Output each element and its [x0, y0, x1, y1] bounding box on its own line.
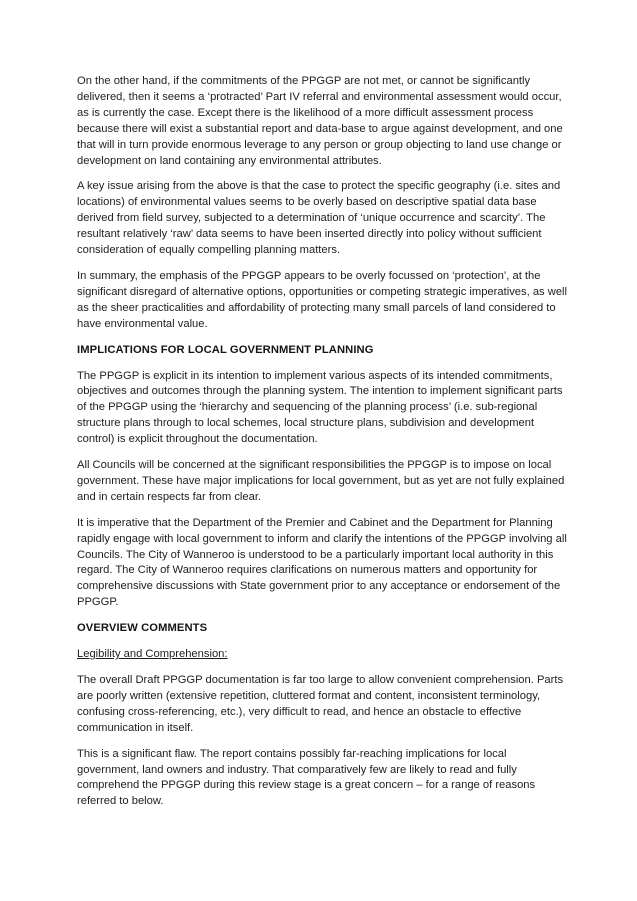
paragraph-summary: In summary, the emphasis of the PPGGP appears to be overly focussed on ‘protection’, at the significant disregard of alternative options, opportunities or competing strategic imperatives, as well as the sheer practicalities and affordability of protecting many small parcels of land considered to have environmental value. — [77, 269, 568, 330]
subheading-legibility: Legibility and Comprehension: — [77, 648, 228, 661]
paragraph-commitments-not-met: On the other hand, if the commitments of the PPGGP are not met, or cannot be significantly delivered, then it seems a ‘protracted’ Part IV referral and environmental assessment would occur, as is currently the case. Except there is the likelihood of a more difficult assessment process because there will exist a substantial report and data-base to argue against development, and one that will in turn provide enormous leverage to any person or group objecting to land use change or development on land containing any environmental attributes. — [77, 75, 563, 167]
paragraph-significant-flaw: This is a significant flaw. The report contains possibly far-reaching implications for local government, land owners and industry. That comparatively few are likely to read and fully comprehend the PPGGP during this review stage is a great concern – for a range of reasons referred to below. — [77, 747, 536, 808]
paragraph-councils-concerned: All Councils will be concerned at the significant responsibilities the PPGGP is to impose on local government. These have major implications for local government, but as yet are not fully explained and in certain respects far from clear. — [77, 459, 565, 503]
paragraph-documentation-too-large: The overall Draft PPGGP documentation is far too large to allow convenient comprehension. Parts are poorly written (extensive repetition, cluttered format and content, inconsistent terminology, confusing cross-referencing, etc.), very difficult to read, and hence an obstacle to effective communication in itself. — [77, 674, 564, 734]
paragraph-key-issue: A key issue arising from the above is that the case to protect the specific geography (i.e. sites and locations) of environmental values seems to be overly based on descriptive spatial data base derived from field survey, subjected to a determination of ‘unique occurrence and scarcity’. The resultant relatively ‘raw’ data seems to have been inserted directly into policy without sufficient consideration of equally compelling planning matters. — [77, 180, 561, 257]
paragraph-ppggp-explicit: The PPGGP is explicit in its intention to implement various aspects of its intended commitments, objectives and outcomes through the planning system. The intention to implement significant parts of the PPGGP using the ‘hierarchy and sequencing of the planning process’ (i.e. sub-regional structure plans through to local schemes, local structure plans, subdivision and development control) is explicit throughout the documentation. — [77, 369, 563, 446]
document-body — [77, 74, 567, 820]
paragraph-imperative-engage: It is imperative that the Department of the Premier and Cabinet and the Department for Planning rapidly engage with local government to inform and clarify the intentions of the PPGGP involving all Councils. The City of Wanneroo is understood to be a particularly important local authority in this regard. The City of Wanneroo requires clarifications on numerous matters and opportunity for comprehensive discussions with State government prior to any acceptance or endorsement of the PPGGP. — [77, 516, 567, 609]
heading-implications-local-government: IMPLICATIONS FOR LOCAL GOVERNMENT PLANNING — [77, 343, 374, 356]
heading-overview-comments: OVERVIEW COMMENTS — [77, 622, 208, 635]
